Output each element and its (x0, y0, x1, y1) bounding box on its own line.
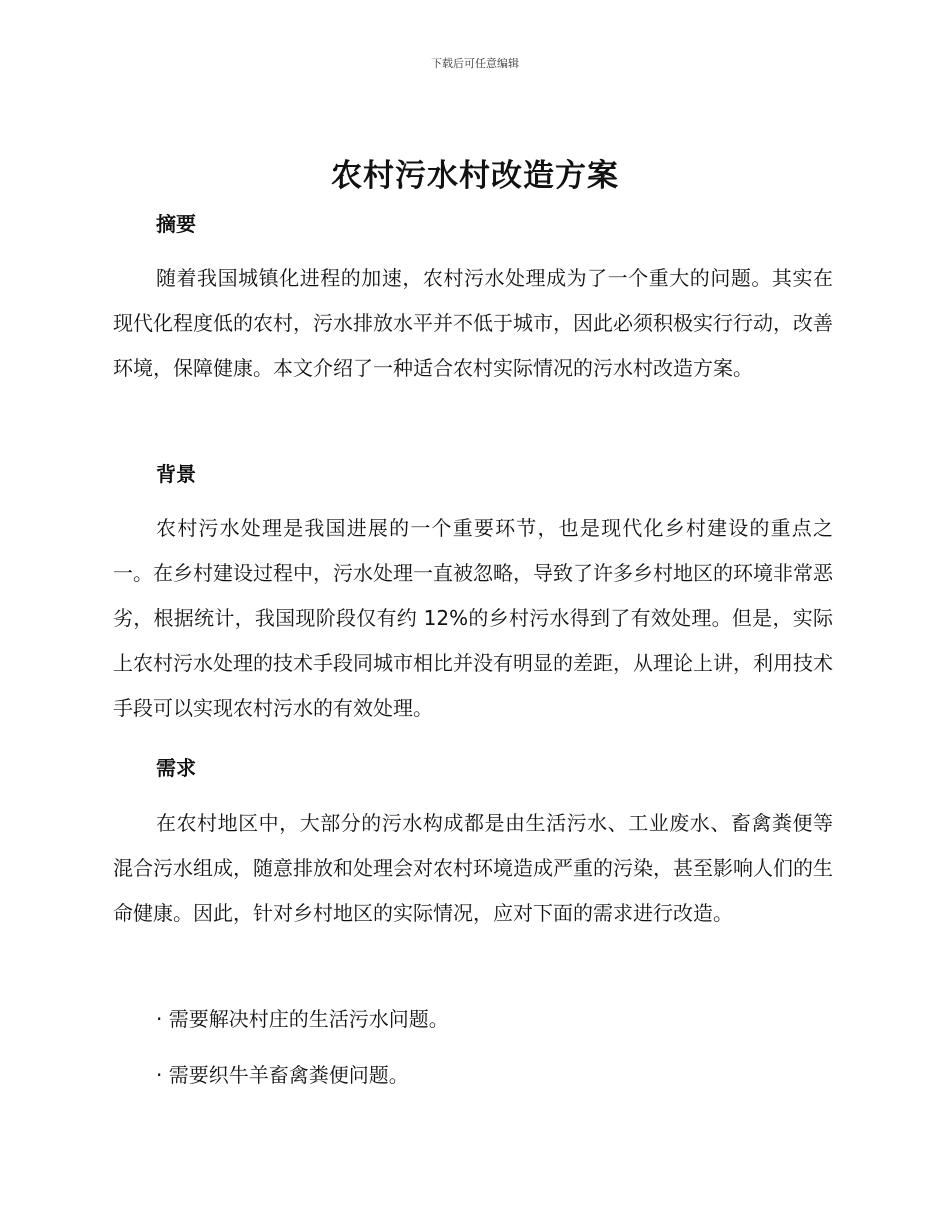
document-title: 农村污水村改造方案 (331, 158, 619, 194)
bullet-item: · 需要织牛羊畜禽粪便问题。 (156, 1063, 409, 1087)
bullet-item: · 需要解决村庄的生活污水问题。 (156, 1007, 449, 1031)
section-heading-requirements: 需求 (156, 756, 196, 780)
paragraph-abstract: 随着我国城镇化进程的加速，农村污水处理成为了一个重大的问题。其实在现代化程度低的农村，污水排放水平并不低于城市，因此必须积极实行行动，改善环境，保障健康。本文介绍了一种适合农村实际情况的污水村改造方案。 (113, 266, 833, 380)
section-heading-abstract: 摘要 (156, 212, 196, 236)
paragraph-requirements: 在农村地区中，大部分的污水构成都是由生活污水、工业废水、畜禽粪便等混合污水组成，随意排放和处理会对农村环境造成严重的污染，甚至影响人们的生命健康。因此，针对乡村地区的实际情况，应对下面的需求进行改造。 (113, 811, 833, 925)
section-heading-background: 背景 (156, 462, 196, 486)
header-note: 下载后可任意编辑 (431, 57, 519, 70)
paragraph-background: 农村污水处理是我国进展的一个重要环节，也是现代化乡村建设的重点之一。在乡村建设过程中，污水处理一直被忽略，导致了许多乡村地区的环境非常恶劣，根据统计，我国现阶段仅有约 12%的乡村污水得到了有效处理。但是，实际上农村污水处理的技术手段同城市相比并没有明显的差距，从理论上讲，利用技术手段可以实现农村污水的有效处理。 (113, 516, 833, 720)
